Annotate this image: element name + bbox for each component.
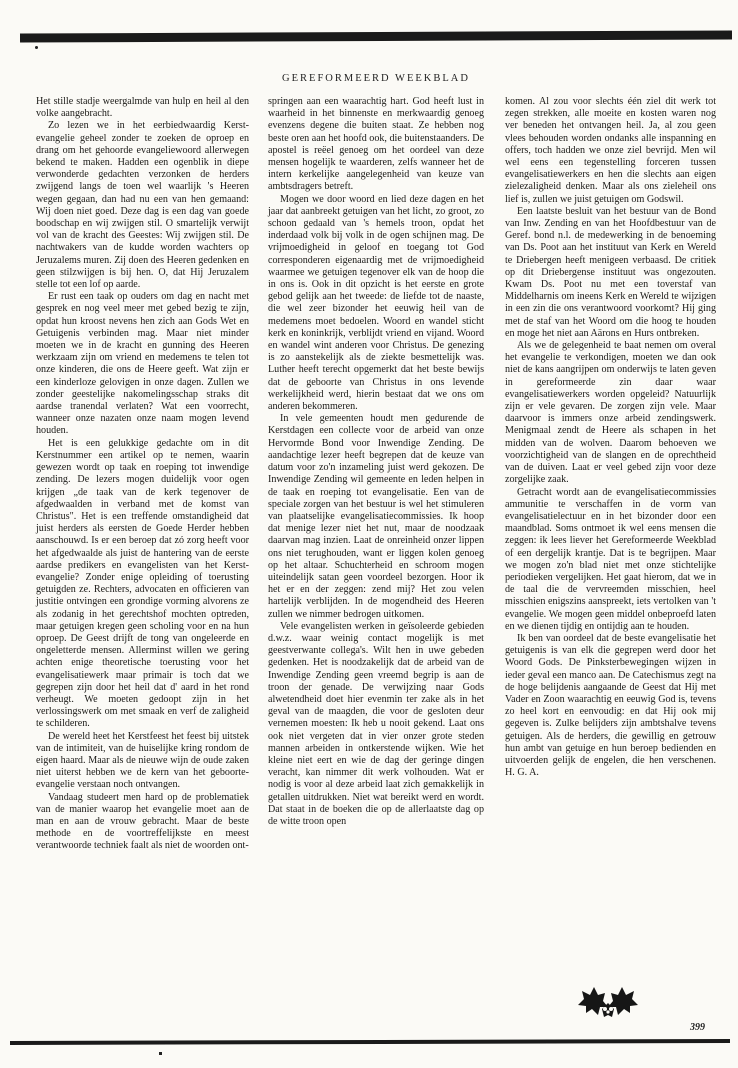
paragraph: springen aan een waarachtig hart. God heeft lust in waarheid in het binnenste en merkwaardig genoeg evenzens degene die buiten staat. Ze hebben nog beste oren aan het hoofd ook, die buitenstaanders. De apostel is reëel genoeg om het oordeel van deze mensen hogelijk te waarderen, zelfs wanneer het de intern kerkelijke aangelegenheid van keuze van ambtsdragers betreft. [268,96,484,193]
paragraph: De wereld heet het Kerstfeest het feest bij uitstek van de intimiteit, van de huiselijke kring rondom de eigen haard. Maar als de nieuwe wijn de oude zaken niet uiterst hebben we de kern van het geboorte-evangelie verstaan noch ontvangen. [36,730,249,791]
bottom-rule [10,1039,730,1045]
paragraph: Het stille stadje weergalmde van hulp en heil al den volke aangebracht. [36,96,249,120]
paragraph: Vele evangelisten werken in geïsoleerde gebieden d.w.z. waar weinig contact mogelijk is met geestverwante collega's. Wilt hen in uwe gebeden gedenken. Het is noodzakelijk dat de arbeid van de Inwendige Zending geen vreemd begrip is aan de troon der genade. De verwijzing naar Gods alwetendheid doet hier evenmin ter zake als in het geval van de maagden, die voor de gesloten deur vernemen moesten: Ik heb u nooit gekend. Laat ons ook niet vergeten dat in vier onzer grote steden mannen arbeiden in ontkerstende wijken. Wie het kleine niet eert en wie de dag der geringe dingen veracht, kan nimmer dit werk volhouden. Wat er nodig is voor al deze arbeid laat zich gemakkelijk in getallen uitdrukken. Niet wat bereikt werd en wordt. Dat staat in de boeken die op de allerlaatste dag op de witte troon open [268,620,484,827]
paragraph: Ik ben van oordeel dat de beste evangelisatie het getuigenis is van elk die gegrepen werd door het Woord Gods. De Pinksterbewegingen wijzen in ieder geval een manco aan. De Catechismus zegt na de hoge belijdenis aangaande de Geest dat Hij met Vader en Zoon waarachtig en eeuwig God is, tevens zo heel kort en eenvoudig: en dat Hij ook mij gegeven is. Zulke belijders zijn ambtshalve tevens getuigen. Als de herders, die gewillig en getrouw hun ambt van getuige en hun beroep bedienden en uitvoerden gelijk de engelen, die hen verschenen. H. G. A. [505,632,716,779]
holly-ornament-icon [572,975,644,1023]
margin-dot [35,46,38,49]
paragraph: Een laatste besluit van het bestuur van de Bond van Inw. Zending en van het Hoofdbestuur van de Geref. bond n.l. de medewerking in de benoeming van Ds. Poot aan het instituut van Kerk en Wereld te Driebergen heeft menigeen verbaasd. De critiek op dit Driebergense instituut was ongezouten. Kwam Ds. Poot nu met een toverstaf van Middelharnis om ineens Kerk en Wereld te wijzigen in een zin die ons verantwoord voorkomt? Hij ging met de staf van het Woord om die hoog te houden en moge het niet aan Aärons en Hurs ontbreken. [505,205,716,339]
paragraph: Er rust een taak op ouders om dag en nacht met gesprek en nog veel meer met gebed bezig te zijn, opdat hun kroost nevens hen zich aan Gods Wet en Getuigenis verbinden mag. Maar niet minder moeten we in de kracht en gunning des Heeren werkzaam zijn om vriend en medemens te telen tot onze kinderen, die ons de Heere geeft. Wat zijn er een kinderloze gelovigen in onze dagen. Zullen we zonder geestelijke nakomelingsschap straks dit aardse tranendal verlaten? Wat een voorrecht, wanneer onze nazaten onze naam mogen levend houden. [36,291,249,437]
column-3 [505,96,716,779]
running-head: GEREFORMEERD WEEKBLAD [282,73,470,84]
paragraph: Mogen we door woord en lied deze dagen en het jaar dat aanbreekt getuigen van het licht, zo groot, zo schoon gedaald van 's hemels troon, opdat het inderdaad volk bij volk in de ogen schijnen mag. De vrijmoedigheid in geloof en toegang tot God corresponderen eigenaardig met de vrijmoedigheid waarmee we getuigen tegenover elk van de hoop die in ons is. Ook in dit opzicht is het eerste en grote gebod gelijk aan het tweede: de liefde tot de naaste, die wel zeer bizonder het eeuwig heil van de medemens moet bedoelen. Woord en wandel sticht kerk en koninkrijk, verblijdt vriend en vijand. Woord en wandel wint anderen voor Christus. De genezing is zo aanstekelijk als de ziekte besmettelijk was. Luther heeft terecht opgemerkt dat het beste bewijs dat de geboorte van Christus in ons levende werkelijkheid werd, hierin bestaat dat we ons om anderen bekommeren. [268,193,484,413]
paragraph: In vele gemeenten houdt men gedurende de Kerstdagen een collecte voor de arbeid van onze Hervormde Bond voor Inwendige Zending. De aandachtige lezer heeft begrepen dat de keuze van datum voor zo'n inzameling juist werd gekozen. De Inwendige Zending wil gemeente en leden helpen in de taak en roeping tot evangelisatie. Een van de speciale zorgen van het bestuur is wel het stimuleren van plaatselijke evangelisatiecommissies. Ik hoop dat menige lezer niet het nut, maar de noodzaak daarvan mag inzien. Laat de onreinheid onzer lippen ons niet terughouden, want er liggen kolen genoeg op het altaar. Schuchterheid en schroom mogen uiteindelijk satan geen voordeel bezorgen. Hoor ik het er en der zeggen: zend mij? Het zou velen hartelijk verblijden. In de mogendheid des Heeren zullen we nimmer bedrogen uitkomen. [268,413,484,620]
column-2 [268,96,484,828]
column-1 [36,96,249,853]
paragraph: Als we de gelegenheid te baat nemen om overal het evangelie te verkondigen, moeten we dan ook niet de kans aangrijpen om onderwijs te laten geven in gereformeerde zin daar waar evangelisatiewerkers worden opgeleid? Natuurlijk zijn er vele gevaren. De zorgen zijn vele. Maar daarvoor is immers onze arbeid zendingswerk. Menigmaal zendt de Heere als schapen in het midden van de wolven. Daarom behoeven we voorzichtigheid van de slangen en de oprechtheid van de duiven. Laat er veel gebed zijn voor deze zorgelijke zaak. [505,340,716,486]
top-rule [20,30,732,42]
paragraph: Het is een gelukkige gedachte om in dit Kerstnummer een artikel op te nemen, waarin gewezen wordt op taak en roeping tot inwendige zending. De lezers mogen duidelijk voor ogen krijgen „de taak van de kerk tegenover de afgedwaalden in verband met de komst van Christus". Het is een treffende omstandigheid dat juist herders als eersten de Goede Herder hebben aanschouwd. Is er een beroep dat zó zorg heeft voor het afgedwaalde als juist de hantering van de eerste aardse predikers en evangelisten van het Kerst-evangelie? Zonder enige opleiding of toerusting getuigden ze. Rechters, advocaten en officieren van justitie ontvingen een grondige vorming alvorens ze als zodanig in het gerechtshof mochten optreden, maar getuigen kregen geen scholing voor en na hun oproep. De Geest drijft de tong van ongeleerde en ongeletterde mensen. Allerminst willen we gering achten enige theoretische toerusting voor het evangelisatiewerk maar primair is toch dat we gegrepen zijn door het heil dat d' aard in het rond verheugt. We moeten gedoopt zijn in het verlossingswerk om met smaak en verf de zaligheid te schilderen. [36,437,249,730]
footer-mark [159,1052,162,1055]
paragraph: Zo lezen we in het eerbiedwaardig Kerst-evangelie geheel zonder te zoeken de oproep en drang om het gehoorde evangeliewoord allerwegen bekend te maken. Hadden een ogenblik in diepe verwonderde gedachten verzonken de herders zwijgend langs de toen wel waarlijk 's Heeren wegen gegaan, dan had nu een van hen gemaand: Wij doen niet goed. Deze dag is een dag van goede boodschap en wij zwijgen stil. O smartelijk verwijt vol van de kracht des Geestes: Wij zwijgen stil. De nachtwakers van de kudde worden wachters op Jeruzalems muren. Zij doen des Heeren gedenken en geen stilzwijgen is bij hen. O, dat Hij Jeruzalem stelle tot een lof op aarde. [36,120,250,291]
paragraph: Getracht wordt aan de evangelisatiecommissies ammunitie te verschaffen in de vorm van evangelisatielectuur en in het bizonder door een maandblad. Soms ontmoet ik wel eens mensen die zeggen: ik lees liever het Gereformeerde Weekblad of een dergelijk krantje. Dat is te begrijpen. Maar we mogen zo'n blad niet met onze stichtelijke periodieken vergelijken. Het gaat hierom, dat we in de taal die de vervreemden misschien, heel misschien enigszins aanspreekt, iets vertolken van 't evangelie. We mogen geen middel onbeproefd laten en we dienen tijdig en ontijdig aan te houden. [505,486,716,632]
paragraph: Vandaag studeert men hard op de problematiek van de manier waarop het evangelie moet aan de man en aan de vrouw gebracht. Maar de beste methode en de voortreffelijkste en meest verantwoorde techniek faalt als niet de woorden ont- [36,791,249,852]
paragraph: komen. Al zou voor slechts één ziel dit werk tot zegen strekken, alle moeite en kosten waren nog ver beneden het ontvangen heil. Ja, al zou geen vlees behouden worden ondanks alle inspanning en offers, toch hadden we onze ziel bevrijd. Men wil wel eens een tegenstelling forceren tussen evangelisatiewerkers en hen die slechts aan eigen zielezaligheid denken. Maar als ons zieleheil ons lief is, zullen we juist getuigen om Godswil. [505,96,716,205]
page-number: 399 [690,1022,705,1033]
